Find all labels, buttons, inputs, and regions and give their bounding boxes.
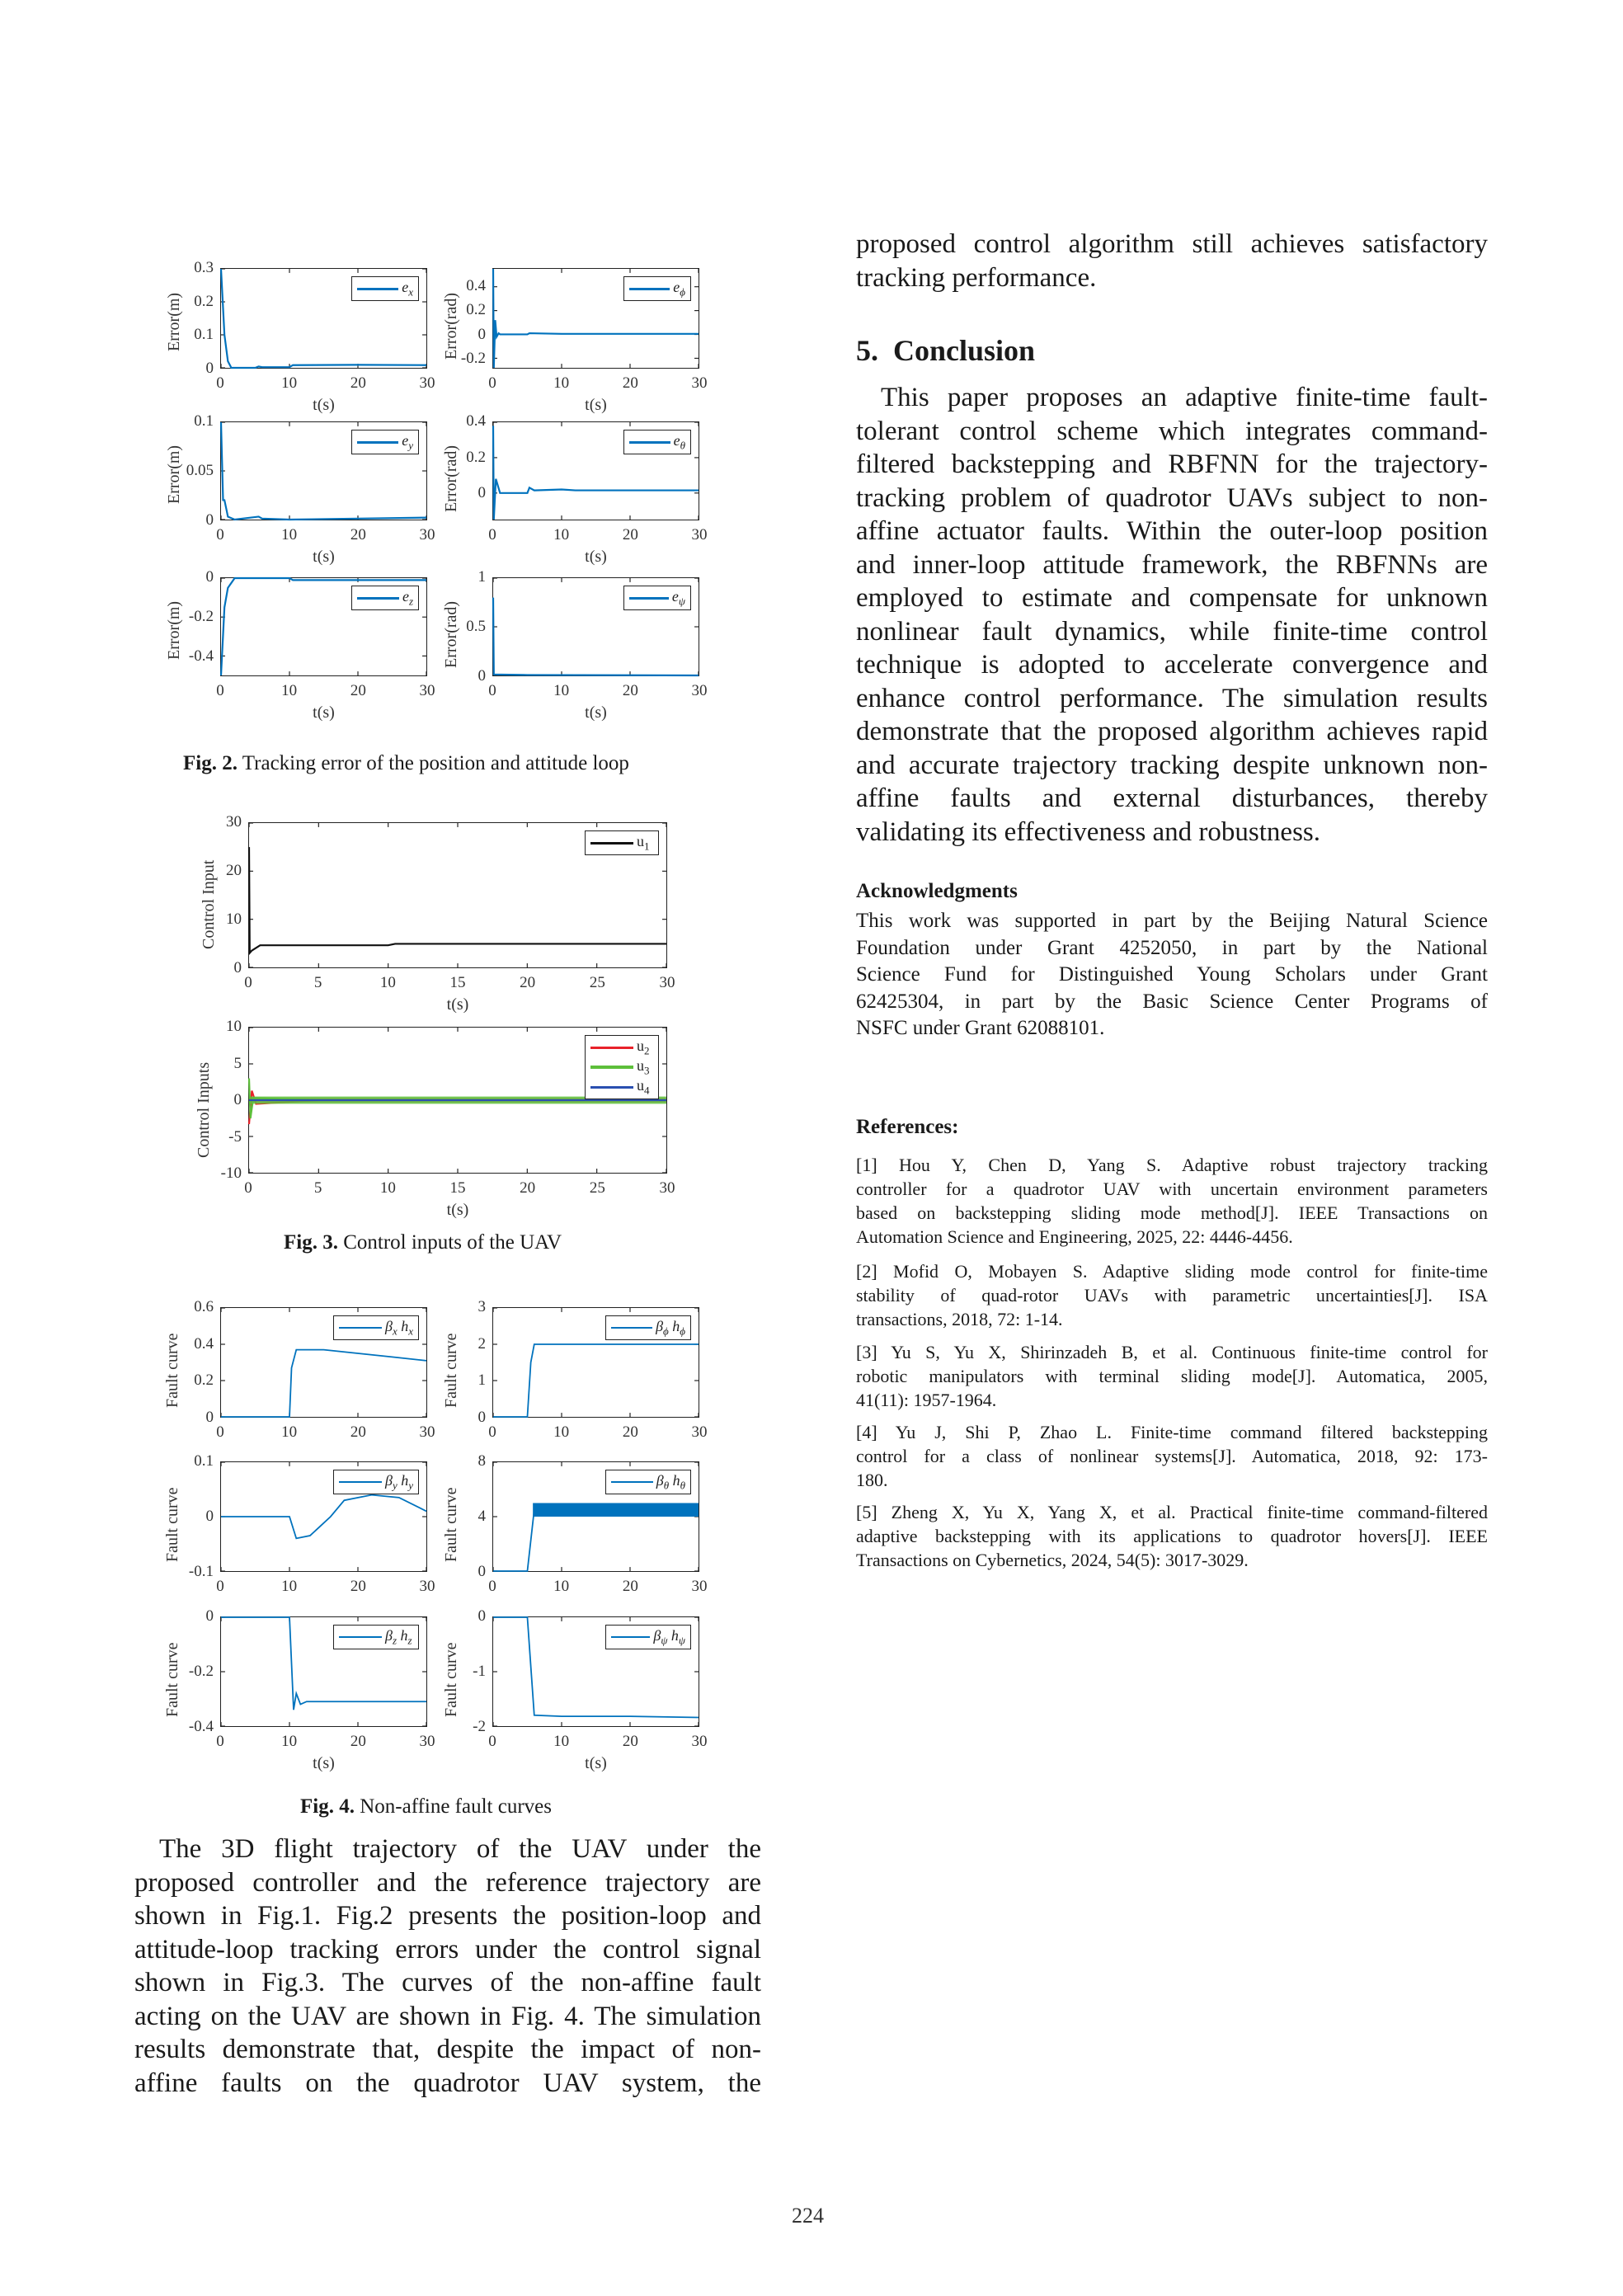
legend-entry xyxy=(611,1627,685,1647)
y-tick-label: 0 xyxy=(477,1409,486,1426)
x-tick-label: 10 xyxy=(553,682,570,699)
text-line: based on backstepping sliding mode method[J]. IEEE Transactions on xyxy=(856,1202,1488,1223)
y-tick-label: -0.2 xyxy=(188,608,214,625)
legend-label: $e_\phi$ xyxy=(673,278,685,299)
text-line: This paper proposes an adaptive finite-time fault- xyxy=(881,383,1488,412)
y-tick-label: 20 xyxy=(226,862,242,879)
x-tick-label: 20 xyxy=(350,1578,366,1595)
legend-line-swatch xyxy=(629,597,669,600)
y-axis-label: Error(rad) xyxy=(442,445,460,512)
y-tick-label: 0 xyxy=(205,568,214,586)
text-line: tracking performance. xyxy=(856,262,1097,293)
x-tick-label: 10 xyxy=(553,1578,570,1595)
legend-line-swatch xyxy=(590,1066,633,1069)
x-tick-label: 0 xyxy=(488,682,496,699)
y-tick-label: 10 xyxy=(226,910,242,928)
y-tick-label: 8 xyxy=(477,1452,486,1470)
y-tick-label: 0.5 xyxy=(466,618,486,635)
x-axis-label: t(s) xyxy=(446,995,469,1014)
y-tick-label: -0.4 xyxy=(188,647,214,665)
text-line: Foundation under Grant 4252050, in part by the National xyxy=(856,936,1488,959)
x-tick-label: 20 xyxy=(622,682,638,699)
legend-line-swatch xyxy=(629,288,670,290)
data-series xyxy=(249,847,666,953)
fig4-caption xyxy=(300,1795,552,1818)
x-axis-label: t(s) xyxy=(313,1754,335,1772)
x-tick-label: 30 xyxy=(691,374,708,392)
reference-item xyxy=(856,1500,1488,1572)
x-tick-label: 5 xyxy=(313,1179,322,1197)
x-axis-label: t(s) xyxy=(585,703,607,722)
x-tick-label: 30 xyxy=(659,974,675,991)
text-line: acting on the UAV are shown in Fig. 4. The simulation xyxy=(134,2001,761,2031)
x-tick-label: 20 xyxy=(350,682,366,699)
text-line: proposed controller and the reference trajectory are xyxy=(134,1867,761,1898)
x-axis-label: t(s) xyxy=(313,548,335,566)
x-tick-label: 0 xyxy=(488,1733,496,1750)
chart-legend xyxy=(585,830,659,855)
x-tick-label: 0 xyxy=(244,974,252,991)
y-tick-label: 0.1 xyxy=(194,412,214,430)
text-line: validating its effectiveness and robustness. xyxy=(856,816,1321,847)
legend-label: $\beta_\psi$ $h_\psi$ xyxy=(653,1626,685,1647)
references-heading: References: xyxy=(856,1116,959,1138)
x-tick-label: 20 xyxy=(520,1179,536,1197)
legend-entry xyxy=(590,1057,653,1077)
legend-label: $\beta_y$ $h_y$ xyxy=(384,1471,413,1492)
x-axis-label: t(s) xyxy=(585,1754,607,1772)
y-tick-label: 0.05 xyxy=(186,462,214,479)
text-line: and accurate trajectory tracking despite unknown non- xyxy=(856,750,1488,780)
x-tick-label: 10 xyxy=(553,374,570,392)
x-tick-label: 10 xyxy=(281,526,298,543)
legend-line-swatch xyxy=(611,1481,653,1483)
chart-legend xyxy=(623,586,691,610)
legend-entry xyxy=(339,1627,413,1647)
y-tick-label: 0.4 xyxy=(466,412,486,430)
x-tick-label: 30 xyxy=(419,1578,435,1595)
chart-legend xyxy=(351,586,419,610)
x-axis-label: t(s) xyxy=(585,548,607,566)
x-tick-label: 10 xyxy=(281,1733,298,1750)
chart-legend xyxy=(623,276,691,301)
y-tick-label: 5 xyxy=(233,1054,242,1072)
legend-label: $e_x$ xyxy=(402,278,413,299)
chart-legend xyxy=(333,1625,419,1649)
text-line: demonstrate that the proposed algorithm achieves rapid xyxy=(856,717,1488,746)
x-tick-label: 30 xyxy=(691,526,708,543)
y-tick-label: 0.1 xyxy=(194,326,214,344)
y-tick-label: 0.2 xyxy=(466,448,486,466)
x-tick-label: 20 xyxy=(622,374,638,392)
data-series xyxy=(493,1344,699,1417)
x-tick-label: 10 xyxy=(379,1179,396,1197)
chart-legend xyxy=(605,1315,691,1340)
text-line: robotic manipulators with terminal sliding mode[J]. Automatica, 2005, xyxy=(856,1366,1488,1386)
legend-line-swatch xyxy=(590,842,633,845)
text-line: affine actuator faults. Within the outer-loop position xyxy=(856,516,1488,546)
y-tick-label: 0 xyxy=(205,511,214,529)
x-tick-label: 0 xyxy=(488,1578,496,1595)
x-tick-label: 10 xyxy=(281,682,298,699)
x-tick-label: 30 xyxy=(691,1423,708,1441)
text-line: shown in Fig.3. The curves of the non-affine fault xyxy=(134,1968,761,1997)
x-tick-label: 20 xyxy=(622,1423,638,1441)
y-axis-label: Error(m) xyxy=(165,445,183,504)
y-tick-label: 10 xyxy=(226,1018,242,1035)
y-tick-label: 0.2 xyxy=(466,301,486,319)
fig2-caption-label: Fig. 2. xyxy=(183,752,238,774)
x-axis-label: t(s) xyxy=(446,1201,469,1219)
y-tick-label: 0 xyxy=(205,1508,214,1525)
legend-entry xyxy=(339,1318,413,1338)
legend-line-swatch xyxy=(357,597,399,600)
y-tick-label: 0 xyxy=(477,1607,486,1625)
legend-label: $\beta_z$ $h_z$ xyxy=(385,1626,412,1647)
x-tick-label: 10 xyxy=(281,1423,298,1441)
y-axis-label: Error(m) xyxy=(165,600,183,660)
page-number: 224 xyxy=(792,2204,824,2228)
legend-line-swatch xyxy=(590,1086,633,1089)
legend-entry xyxy=(590,833,653,853)
x-tick-label: 0 xyxy=(488,374,496,392)
y-tick-label: 0 xyxy=(233,959,242,976)
y-axis-label: Fault curve xyxy=(163,1642,181,1717)
x-axis-label: t(s) xyxy=(313,703,335,722)
x-tick-label: 0 xyxy=(216,526,224,543)
y-axis-label: Error(rad) xyxy=(442,600,460,668)
y-axis-label: Fault curve xyxy=(442,1333,460,1408)
conclusion-paragraph xyxy=(856,381,1488,849)
legend-line-swatch xyxy=(357,441,398,444)
y-tick-label: 0 xyxy=(477,1563,486,1580)
x-tick-label: 10 xyxy=(553,1423,570,1441)
data-series xyxy=(221,1350,426,1417)
fig2-caption-text: Tracking error of the position and attitude loop xyxy=(237,752,629,774)
y-axis-label: Error(rad) xyxy=(442,292,460,360)
text-line: controller for a quadrotor UAV with uncertain environment parameters xyxy=(856,1179,1488,1199)
y-tick-label: 0 xyxy=(205,1607,214,1625)
x-tick-label: 10 xyxy=(281,1578,298,1595)
reference-item xyxy=(856,1420,1488,1492)
legend-entry xyxy=(357,279,413,299)
y-tick-label: -10 xyxy=(220,1164,242,1182)
x-tick-label: 5 xyxy=(313,974,322,991)
text-line: Transactions on Cybernetics, 2024, 54(5): 3017-3029. xyxy=(856,1550,1249,1570)
y-tick-label: 0.1 xyxy=(194,1452,214,1470)
text-line: proposed control algorithm still achieves satisfactory xyxy=(856,229,1488,259)
legend-entry xyxy=(629,432,685,452)
legend-line-swatch xyxy=(357,288,398,290)
x-tick-label: 25 xyxy=(589,974,605,991)
text-line: NSFC under Grant 62088101. xyxy=(856,1017,1105,1039)
y-tick-label: -2 xyxy=(473,1718,486,1735)
fig3-caption-label: Fig. 3. xyxy=(284,1231,338,1254)
x-tick-label: 0 xyxy=(216,374,224,392)
legend-label: $\beta_\theta$ $h_\theta$ xyxy=(656,1471,685,1492)
legend-line-swatch xyxy=(629,441,670,444)
fig3-caption xyxy=(284,1231,562,1254)
x-tick-label: 0 xyxy=(488,1423,496,1441)
y-tick-label: 0 xyxy=(233,1091,242,1108)
legend-label: $u_4$ xyxy=(637,1076,650,1097)
text-line: stability of quad-rotor UAVs with parametric uncertainties[J]. ISA xyxy=(856,1285,1488,1306)
x-axis-label: t(s) xyxy=(585,396,607,414)
y-axis-label: Control Inputs xyxy=(195,1061,213,1158)
legend-label: $\beta_\phi$ $h_\phi$ xyxy=(656,1317,685,1338)
y-tick-label: 0 xyxy=(477,484,486,502)
legend-line-swatch xyxy=(590,1047,633,1049)
legend-entry xyxy=(611,1472,685,1492)
text-line: 62425304, in part by the Basic Science Center Programs of xyxy=(856,990,1488,1013)
legend-label: $e_z$ xyxy=(402,587,413,608)
y-tick-label: -1 xyxy=(473,1663,486,1680)
acknowledgments-text xyxy=(856,908,1488,1042)
text-line: [4] Yu J, Shi P, Zhao L. Finite-time command filtered backstepping xyxy=(856,1422,1488,1442)
text-line: shown in Fig.1. Fig.2 presents the position-loop and xyxy=(134,1901,761,1931)
x-tick-label: 20 xyxy=(622,1733,638,1750)
x-tick-label: 20 xyxy=(622,526,638,543)
x-tick-label: 15 xyxy=(449,1179,466,1197)
y-tick-label: 0 xyxy=(205,1409,214,1426)
x-tick-label: 15 xyxy=(449,974,466,991)
text-line: filtered backstepping and RBFNN for the trajectory- xyxy=(856,449,1488,479)
legend-line-swatch xyxy=(611,1327,652,1329)
y-tick-label: 0.2 xyxy=(194,1371,214,1390)
text-line: and inner-loop attitude framework, the RBFNNs are xyxy=(856,549,1488,580)
x-tick-label: 30 xyxy=(419,682,435,699)
legend-label: $e_\theta$ xyxy=(673,431,685,452)
y-axis-label: Fault curve xyxy=(163,1333,181,1408)
x-tick-label: 0 xyxy=(216,1733,224,1750)
chart-legend xyxy=(623,430,691,454)
reference-item xyxy=(856,1153,1488,1249)
x-tick-label: 30 xyxy=(419,1423,435,1441)
chart-legend xyxy=(605,1470,691,1494)
fig4-caption-text: Non-affine fault curves xyxy=(354,1795,552,1818)
legend-entry xyxy=(629,588,685,608)
x-tick-label: 30 xyxy=(419,526,435,543)
legend-entry xyxy=(629,279,685,299)
chart-legend xyxy=(585,1035,659,1099)
y-tick-label: -0.2 xyxy=(188,1663,214,1680)
text-line: [3] Yu S, Yu X, Shirinzadeh B, et al. Continuous finite-time control for xyxy=(856,1342,1488,1362)
text-line: tolerant control scheme which integrates command- xyxy=(856,416,1488,446)
y-tick-label: 0 xyxy=(477,325,486,343)
legend-entry xyxy=(357,588,413,608)
y-tick-label: 1 xyxy=(477,568,486,586)
legend-label: $e_y$ xyxy=(402,431,413,452)
y-tick-label: -0.1 xyxy=(188,1563,214,1580)
x-tick-label: 0 xyxy=(216,682,224,699)
legend-line-swatch xyxy=(339,1327,382,1329)
x-tick-label: 0 xyxy=(488,526,496,543)
y-tick-label: 0.4 xyxy=(466,277,486,295)
x-tick-label: 20 xyxy=(350,1423,366,1441)
legend-label: $u_1$ xyxy=(637,832,650,853)
x-tick-label: 20 xyxy=(350,374,366,392)
y-tick-label: 1 xyxy=(477,1371,486,1390)
text-line: This work was supported in part by the Beijing Natural Science xyxy=(856,910,1488,932)
conclusion-heading: 5. Conclusion xyxy=(856,334,1036,367)
fig4-caption-label: Fig. 4. xyxy=(300,1795,355,1818)
reference-item xyxy=(856,1259,1488,1331)
x-tick-label: 20 xyxy=(350,526,366,543)
x-tick-label: 20 xyxy=(520,974,536,991)
text-line: affine faults on the quadrotor UAV system, the xyxy=(134,2068,761,2098)
x-tick-label: 10 xyxy=(553,526,570,543)
legend-label: $u_2$ xyxy=(637,1037,650,1057)
text-line: transactions, 2018, 72: 1-14. xyxy=(856,1309,1063,1329)
y-axis-label: Error(m) xyxy=(165,292,183,351)
x-tick-label: 0 xyxy=(244,1179,252,1197)
legend-entry xyxy=(590,1037,653,1057)
x-tick-label: 30 xyxy=(691,682,708,699)
legend-line-swatch xyxy=(611,1636,650,1638)
text-line: [2] Mofid O, Mobayen S. Adaptive sliding mode control for finite-time xyxy=(856,1261,1488,1282)
acknowledgments-heading: Acknowledgments xyxy=(856,880,1018,902)
chart-legend xyxy=(351,276,419,301)
x-tick-label: 25 xyxy=(589,1179,605,1197)
legend-entry xyxy=(339,1472,413,1492)
legend-entry xyxy=(611,1318,685,1338)
x-tick-label: 10 xyxy=(553,1733,570,1750)
y-tick-label: -0.4 xyxy=(188,1718,214,1735)
text-line: nonlinear fault dynamics, while finite-time control xyxy=(856,616,1488,647)
text-line: enhance control performance. The simulation results xyxy=(856,683,1488,713)
y-tick-label: 30 xyxy=(226,813,242,830)
text-line: technique is adopted to accelerate convergence and xyxy=(856,650,1488,680)
x-tick-label: 30 xyxy=(419,1733,435,1750)
x-tick-label: 30 xyxy=(691,1578,708,1595)
x-tick-label: 0 xyxy=(216,1423,224,1441)
x-tick-label: 10 xyxy=(379,974,396,991)
x-tick-label: 20 xyxy=(622,1578,638,1595)
text-line: 180. xyxy=(856,1470,888,1490)
text-line: Automation Science and Engineering, 2025, 22: 4446-4456. xyxy=(856,1226,1293,1247)
text-line: [5] Zheng X, Yu X, Yang X, et al. Practical finite-time command-filtered xyxy=(856,1502,1488,1522)
legend-label: $u_3$ xyxy=(637,1056,650,1077)
text-line: employed to estimate and compensate for unknown xyxy=(856,583,1488,613)
text-line: The 3D flight trajectory of the UAV under the xyxy=(159,1834,761,1864)
y-tick-label: 3 xyxy=(477,1298,486,1315)
y-axis-label: Control Input xyxy=(200,859,218,949)
y-tick-label: -0.2 xyxy=(460,350,486,368)
y-tick-label: 0.4 xyxy=(194,1334,214,1353)
chart-legend xyxy=(333,1470,419,1494)
y-axis-label: Fault curve xyxy=(163,1487,181,1562)
legend-entry xyxy=(590,1077,653,1097)
x-tick-label: 10 xyxy=(281,374,298,392)
y-tick-label: 0 xyxy=(205,360,214,377)
y-tick-label: 2 xyxy=(477,1334,486,1353)
legend-entry xyxy=(357,432,413,452)
legend-label: $e_\psi$ xyxy=(671,587,685,608)
legend-line-swatch xyxy=(339,1636,382,1638)
text-line: tracking problem of quadrotor UAVs subject to non- xyxy=(856,482,1488,513)
results-paragraph-continued xyxy=(856,228,1488,294)
text-line: Science Fund for Distinguished Young Scholars under Grant xyxy=(856,963,1488,986)
x-tick-label: 30 xyxy=(419,374,435,392)
chart-legend xyxy=(351,430,419,454)
text-line: attitude-loop tracking errors under the control signal xyxy=(134,1934,761,1964)
y-tick-label: 4 xyxy=(477,1508,486,1525)
text-line: affine faults and external disturbances, thereby xyxy=(856,783,1488,813)
x-tick-label: 30 xyxy=(659,1179,675,1197)
y-tick-label: 0 xyxy=(477,667,486,685)
chart-legend xyxy=(333,1315,419,1340)
x-axis-label: t(s) xyxy=(313,396,335,414)
text-line: results demonstrate that, despite the impact of non- xyxy=(134,2035,761,2064)
y-axis-label: Fault curve xyxy=(442,1642,460,1717)
text-line: [1] Hou Y, Chen D, Yang S. Adaptive robust trajectory tracking xyxy=(856,1155,1488,1175)
y-axis-label: Fault curve xyxy=(442,1487,460,1562)
chart-legend xyxy=(605,1625,691,1649)
text-line: control for a class of nonlinear systems[J]. Automatica, 2018, 92: 173- xyxy=(856,1446,1488,1466)
text-line: 41(11): 1957-1964. xyxy=(856,1390,997,1410)
y-tick-label: 0.6 xyxy=(194,1298,214,1315)
data-series xyxy=(221,1495,426,1539)
data-series xyxy=(493,1510,699,1571)
x-tick-label: 30 xyxy=(691,1733,708,1750)
fig3-caption-text: Control inputs of the UAV xyxy=(337,1231,562,1254)
y-tick-label: 0.2 xyxy=(194,292,214,310)
x-tick-label: 0 xyxy=(216,1578,224,1595)
y-tick-label: 0.3 xyxy=(194,259,214,276)
results-paragraph xyxy=(134,1833,761,2100)
reference-item xyxy=(856,1340,1488,1412)
y-tick-label: -5 xyxy=(228,1127,242,1146)
legend-line-swatch xyxy=(339,1481,382,1483)
x-tick-label: 20 xyxy=(350,1733,366,1750)
fig2-caption xyxy=(183,752,629,775)
text-line: adaptive backstepping with its applications to quadrotor hovers[J]. IEEE xyxy=(856,1526,1488,1546)
legend-label: $\beta_x$ $h_x$ xyxy=(384,1317,413,1338)
